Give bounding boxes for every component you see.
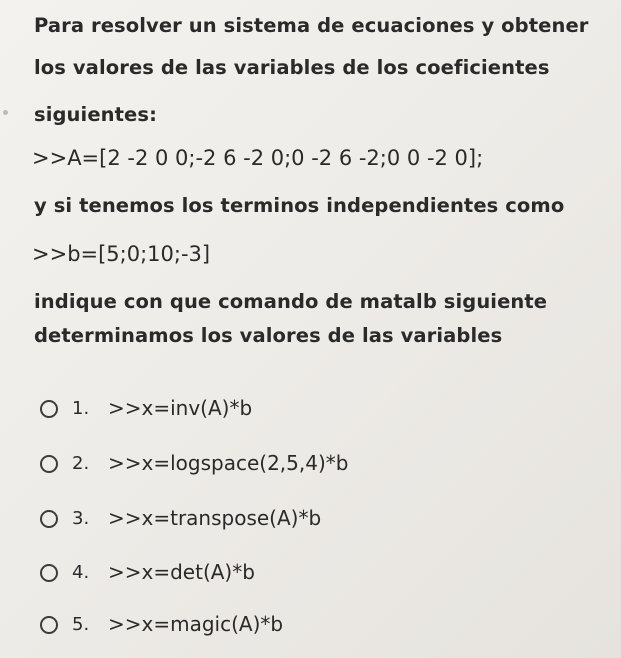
- radio-circle-icon[interactable]: [40, 564, 58, 582]
- option-number: 1.: [72, 397, 90, 419]
- option-number: 5.: [72, 613, 90, 635]
- matrix-definition: >>A=[2 -2 0 0;-2 6 -2 0;0 -2 6 -2;0 0 -2 0];: [32, 146, 484, 170]
- radio-circle-icon[interactable]: [40, 616, 58, 634]
- option-3[interactable]: [40, 502, 321, 534]
- option-text: >>x=inv(A)*b: [108, 396, 253, 420]
- paper-smudge: [3, 110, 8, 115]
- option-number: 3.: [72, 507, 90, 529]
- option-2[interactable]: [40, 447, 348, 479]
- option-text: >>x=magic(A)*b: [108, 612, 284, 636]
- radio-circle-icon[interactable]: [40, 510, 58, 528]
- option-number: 2.: [72, 452, 90, 474]
- question-line-5: y si tenemos los terminos independientes como: [34, 194, 565, 217]
- question-line-3: siguientes:: [34, 103, 157, 126]
- question-line-8: determinamos los valores de las variables: [34, 324, 503, 347]
- radio-circle-icon[interactable]: [40, 455, 58, 473]
- option-text: >>x=logspace(2,5,4)*b: [108, 451, 349, 475]
- option-1[interactable]: [40, 392, 252, 424]
- question-line-7: indique con que comando de matalb siguiente: [34, 290, 548, 313]
- option-5[interactable]: [40, 608, 283, 640]
- option-text: >>x=transpose(A)*b: [108, 506, 322, 530]
- question-line-1: Para resolver un sistema de ecuaciones y obtener: [34, 14, 589, 37]
- question-line-2: los valores de las variables de los coeficientes: [34, 56, 550, 79]
- option-text: >>x=det(A)*b: [108, 560, 255, 584]
- option-number: 4.: [72, 561, 90, 583]
- option-4[interactable]: [40, 556, 255, 588]
- radio-circle-icon[interactable]: [40, 400, 58, 418]
- vector-definition: >>b=[5;0;10;-3]: [32, 242, 211, 266]
